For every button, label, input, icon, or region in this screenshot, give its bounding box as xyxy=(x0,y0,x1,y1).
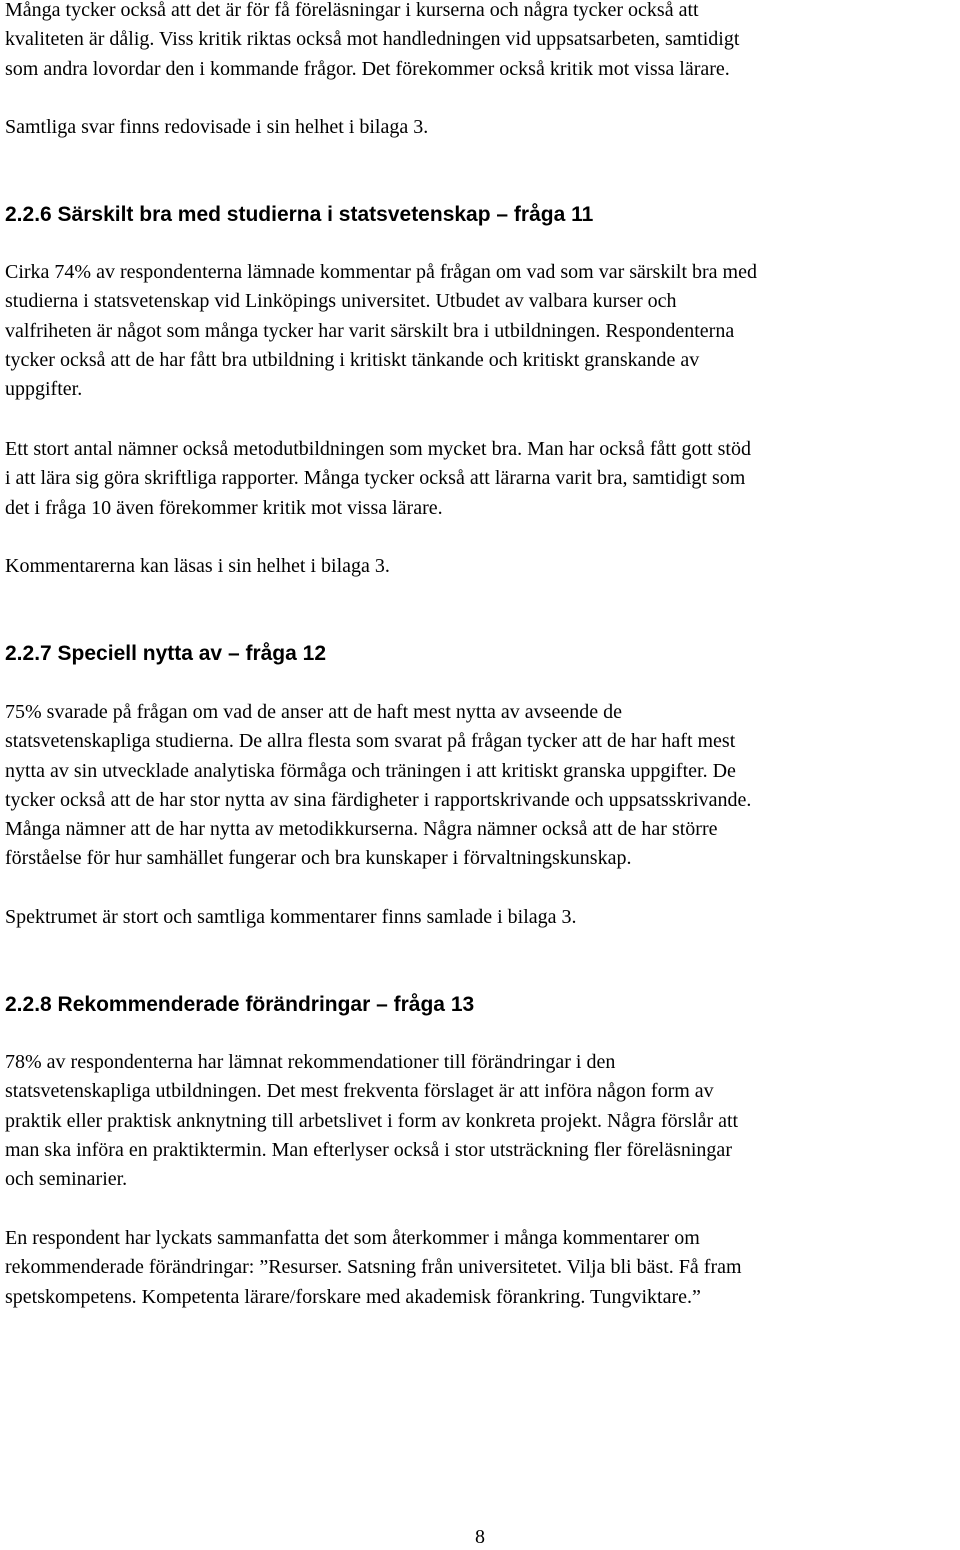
text-line: statsvetenskapliga studierna. De allra flesta som svarat på frågan tycker att de har haft mest xyxy=(5,730,736,753)
section-2-2-8-paragraph-1 xyxy=(5,1048,957,1194)
text-line: som andra lovordar den i kommande frågor. Det förekommer också kritik mot vissa lärare. xyxy=(5,57,730,80)
text-line: 75% svarade på frågan om vad de anser att de haft mest nytta av avseende de xyxy=(5,701,622,723)
text-line: i att lära sig göra skriftliga rapporter. Många tycker också att lärarna varit bra, samtidigt som xyxy=(5,467,746,490)
text-line: det i fråga 10 även förekommer kritik mot vissa lärare. xyxy=(5,496,443,519)
text-line: tycker också att de har fått bra utbildning i kritiskt tänkande och kritiskt granskande av xyxy=(5,348,700,371)
text-line: Spektrumet är stort och samtliga kommentarer finns samlade i bilaga 3. xyxy=(5,906,577,928)
text-line: förståelse för hur samhället fungerar och bra kunskaper i förvaltningskunskap. xyxy=(5,847,632,870)
intro-paragraph-1 xyxy=(5,0,957,84)
text-line: Kommentarerna kan läsas i sin helhet i bilaga 3. xyxy=(5,555,390,577)
text-line: man ska införa en praktiktermin. Man efterlyser också i stor utsträckning fler föreläsningar xyxy=(5,1138,732,1161)
text-line: studierna i statsvetenskap vid Linköpings universitet. Utbudet av valbara kurser och xyxy=(5,290,677,313)
text-line: En respondent har lyckats sammanfatta det som återkommer i många kommentarer om xyxy=(5,1227,700,1249)
text-line: nytta av sin utvecklade analytiska förmåga och träningen i att kritiskt granska uppgifter. De xyxy=(5,759,736,782)
text-line: Många tycker också att det är för få föreläsningar i kurserna och några tycker också att xyxy=(5,0,699,21)
text-line: rekommenderade förändringar: ”Resurser. Satsning från universitetet. Vilja bli bäst. Få fram xyxy=(5,1256,742,1279)
text-line: praktik eller praktisk anknytning till arbetslivet i form av konkreta projekt. Några förslår att xyxy=(5,1109,739,1132)
text-line: och seminarier. xyxy=(5,1168,128,1191)
text-line: Många nämner att de har nytta av metodikkurserna. Några nämner också att de har större xyxy=(5,818,718,841)
section-2-2-6-paragraph-2 xyxy=(5,435,957,523)
page-number: 8 xyxy=(475,1526,485,1548)
section-heading-2-2-8: 2.2.8 Rekommenderade förändringar – fråga 13 xyxy=(5,993,475,1016)
section-2-2-6-paragraph-1 xyxy=(5,258,957,404)
text-line: valfriheten är något som många tycker har varit särskilt bra i utbildningen. Respondenterna xyxy=(5,319,735,342)
section-2-2-6-paragraph-3 xyxy=(5,552,957,581)
text-line: Cirka 74% av respondenterna lämnade kommentar på frågan om vad som var särskilt bra med xyxy=(5,261,757,283)
text-line: uppgifter. xyxy=(5,378,83,401)
text-line: spetskompetens. Kompetenta lärare/forskare med akademisk förankring. Tungviktare.” xyxy=(5,1285,701,1308)
section-2-2-7-paragraph-2 xyxy=(5,903,957,932)
section-heading-2-2-6: 2.2.6 Särskilt bra med studierna i statsvetenskap – fråga 11 xyxy=(5,203,594,226)
text-line: 78% av respondenterna har lämnat rekommendationer till förändringar i den xyxy=(5,1051,616,1073)
intro-paragraph-2 xyxy=(5,113,957,142)
text-line: tycker också att de har stor nytta av sina färdigheter i rapportskrivande och uppsatsskrivande. xyxy=(5,788,752,811)
section-heading-2-2-7: 2.2.7 Speciell nytta av – fråga 12 xyxy=(5,642,327,665)
text-line: kvaliteten är dålig. Viss kritik riktas också mot handledningen vid uppsatsarbeten, samtidigt xyxy=(5,28,740,51)
text-line: statsvetenskapliga utbildningen. Det mest frekventa förslaget är att införa någon form av xyxy=(5,1080,714,1103)
text-line: Ett stort antal nämner också metodutbildningen som mycket bra. Man har också fått gott stöd xyxy=(5,438,751,460)
text-line: Samtliga svar finns redovisade i sin helhet i bilaga 3. xyxy=(5,116,429,138)
section-2-2-8-paragraph-2 xyxy=(5,1224,957,1312)
section-2-2-7-paragraph-1 xyxy=(5,698,957,874)
